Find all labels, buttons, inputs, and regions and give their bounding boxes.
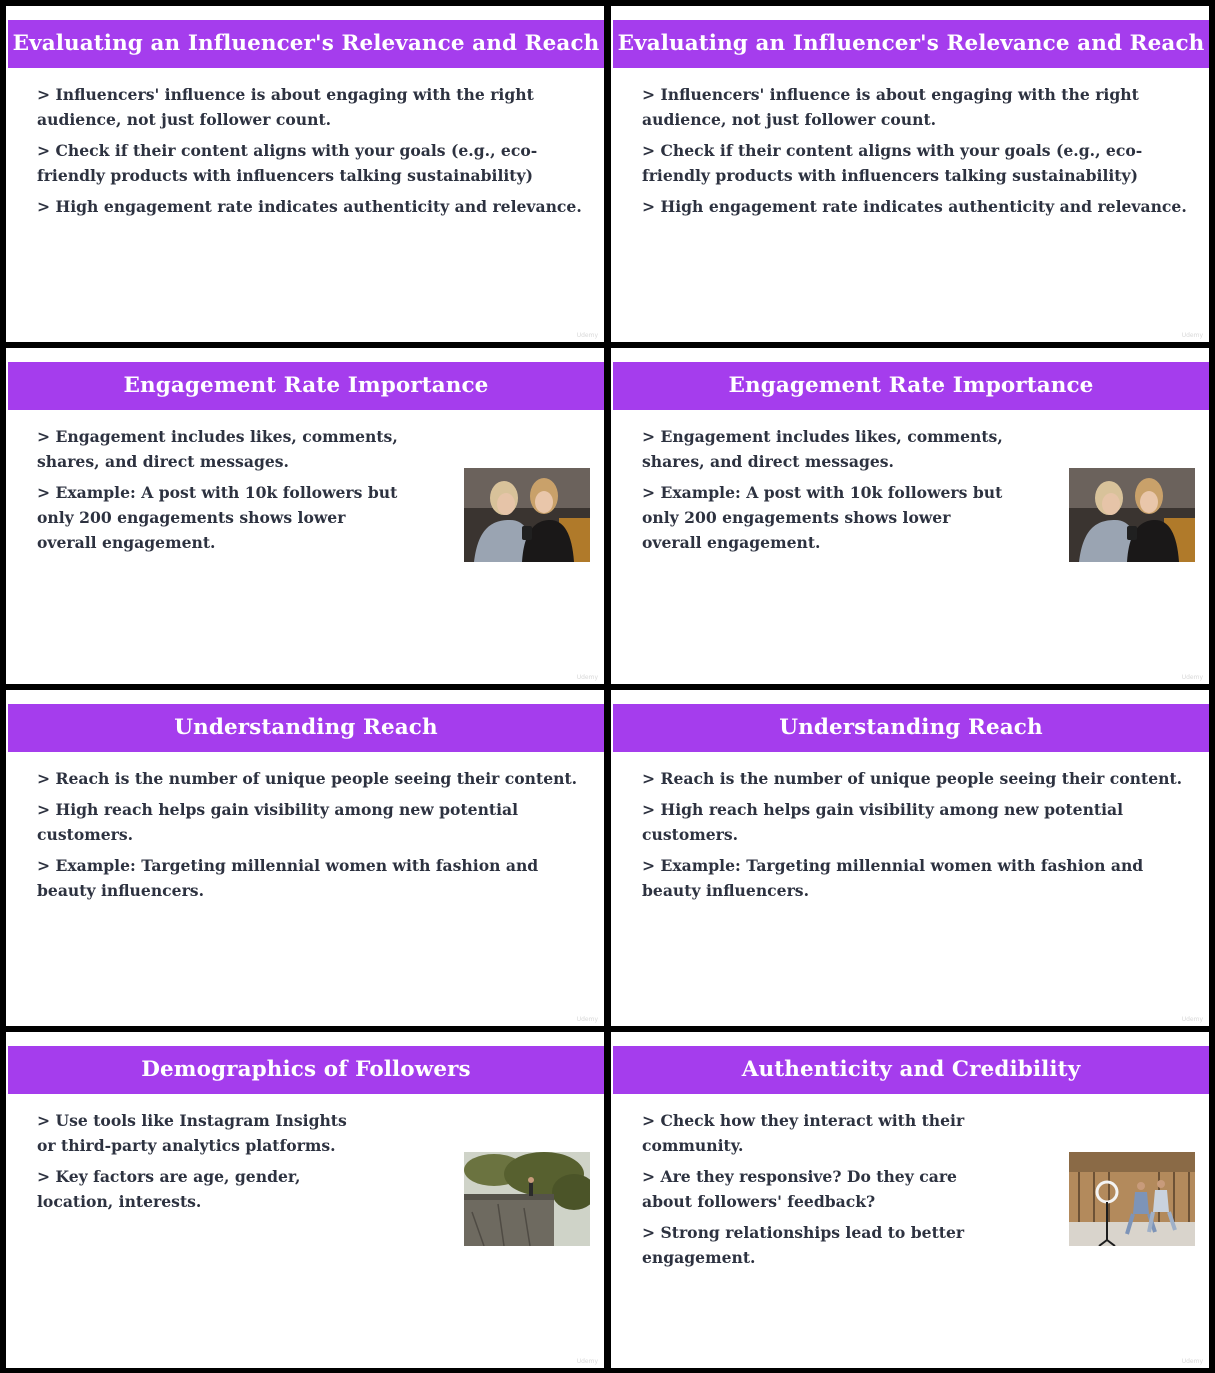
slide-3[interactable]	[6, 348, 604, 684]
bullet-item: > Are they responsive? Do they care about followers' feedback?	[642, 1167, 957, 1211]
bullet-list	[642, 424, 1012, 561]
bullet-item: > Influencers' influence is about engaging with the right audience, not just follower count.	[37, 85, 534, 129]
bullet-list	[37, 1108, 367, 1220]
watermark-logo: Udemy	[1181, 1358, 1203, 1365]
bullet-list	[37, 424, 407, 561]
bullet-item: > Check if their content aligns with your goals (e.g., eco-friendly products with influencers talking sustainability)	[37, 141, 538, 185]
bullet-item: > High engagement rate indicates authenticity and relevance.	[642, 197, 1187, 216]
bullet-item: > High engagement rate indicates authenticity and relevance.	[37, 197, 582, 216]
bullet-list	[37, 766, 587, 909]
two-women-looking-at-phone-photo	[464, 468, 590, 562]
bullet-item: > Example: A post with 10k followers but only 200 engagements shows lower overall engagement.	[37, 483, 398, 552]
watermark-logo: Udemy	[1181, 674, 1203, 681]
slide-5[interactable]	[6, 690, 604, 1026]
bullet-item: > Strong relationships lead to better engagement.	[642, 1223, 965, 1267]
bullet-list	[37, 82, 587, 225]
bullet-item: > Influencers' influence is about engaging with the right audience, not just follower count.	[642, 85, 1139, 129]
slide-6[interactable]	[611, 690, 1209, 1026]
watermark-logo: Udemy	[1181, 332, 1203, 339]
slide-2[interactable]	[611, 6, 1209, 342]
slide-1[interactable]	[6, 6, 604, 342]
bullet-list	[642, 1108, 987, 1276]
bullet-item: > Example: Targeting millennial women with fashion and beauty influencers.	[37, 856, 539, 900]
slide-title: Understanding Reach	[8, 704, 604, 752]
dancers-with-ring-light-photo	[1069, 1152, 1195, 1246]
slide-title: Evaluating an Influencer's Relevance and Reach	[8, 20, 604, 68]
bullet-item: > Engagement includes likes, comments, shares, and direct messages.	[37, 427, 398, 471]
slide-title: Engagement Rate Importance	[613, 362, 1209, 410]
slide-8[interactable]	[611, 1032, 1209, 1368]
slide-title: Engagement Rate Importance	[8, 362, 604, 410]
slide-4[interactable]	[611, 348, 1209, 684]
bullet-list	[642, 82, 1192, 225]
bullet-item: > Reach is the number of unique people seeing their content.	[37, 769, 578, 788]
bullet-list	[642, 766, 1192, 909]
slide-title: Demographics of Followers	[8, 1046, 604, 1094]
watermark-logo: Udemy	[576, 674, 598, 681]
two-women-looking-at-phone-photo	[1069, 468, 1195, 562]
bullet-item: > Engagement includes likes, comments, shares, and direct messages.	[642, 427, 1003, 471]
watermark-logo: Udemy	[576, 1016, 598, 1023]
bullet-item: > High reach helps gain visibility among new potential customers.	[642, 800, 1124, 844]
bullet-item: > High reach helps gain visibility among new potential customers.	[37, 800, 519, 844]
watermark-logo: Udemy	[1181, 1016, 1203, 1023]
watermark-logo: Udemy	[576, 332, 598, 339]
slide-title: Evaluating an Influencer's Relevance and Reach	[613, 20, 1209, 68]
bullet-item: > Use tools like Instagram Insights or third-party analytics platforms.	[37, 1111, 347, 1155]
slide-title: Authenticity and Credibility	[613, 1046, 1209, 1094]
bullet-item: > Example: A post with 10k followers but only 200 engagements shows lower overall engagement.	[642, 483, 1003, 552]
bullet-item: > Key factors are age, gender, location, interests.	[37, 1167, 301, 1211]
person-on-stone-wall-with-trees-photo	[464, 1152, 590, 1246]
slide-7[interactable]	[6, 1032, 604, 1368]
bullet-item: > Example: Targeting millennial women with fashion and beauty influencers.	[642, 856, 1144, 900]
slide-title: Understanding Reach	[613, 704, 1209, 752]
watermark-logo: Udemy	[576, 1358, 598, 1365]
bullet-item: > Check if their content aligns with your goals (e.g., eco-friendly products with influencers talking sustainability)	[642, 141, 1143, 185]
bullet-item: > Check how they interact with their community.	[642, 1111, 965, 1155]
bullet-item: > Reach is the number of unique people seeing their content.	[642, 769, 1183, 788]
